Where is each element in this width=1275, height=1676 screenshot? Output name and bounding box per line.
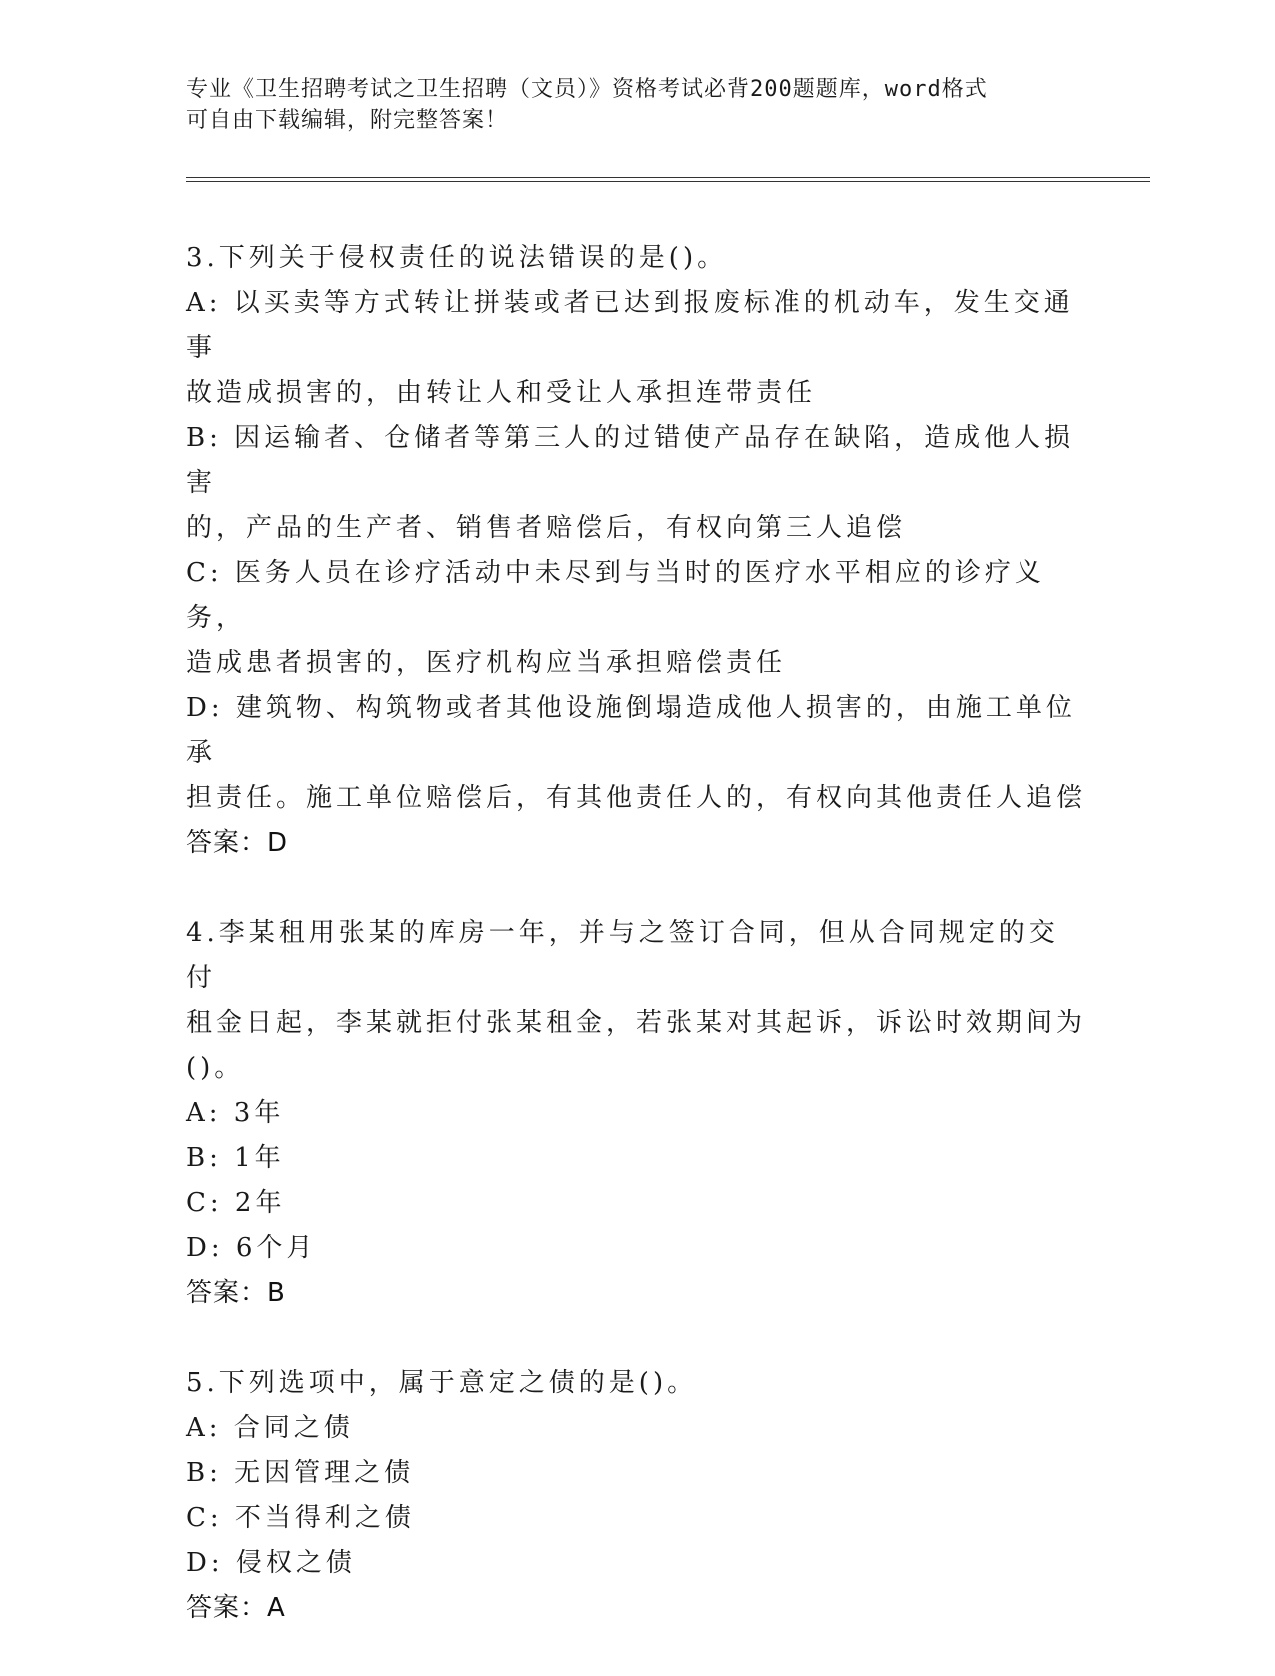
option-d: D: 6个月 xyxy=(186,1233,317,1263)
header-title-line-1: 专业《卫生招聘考试之卫生招聘（文员）》资格考试必背200题题库，word格式 xyxy=(186,77,988,102)
question-stem: 3.下列关于侵权责任的说法错误的是()。 xyxy=(186,243,728,273)
option-text: A: 以买卖等方式转让拼装或者已达到报废标准的机动车，发生交通事 xyxy=(186,288,1074,363)
question-stem: ()。 xyxy=(186,1053,245,1083)
option-text: C: 医务人员在诊疗活动中未尽到与当时的医疗水平相应的诊疗义务， xyxy=(186,558,1045,633)
document-header xyxy=(186,74,1086,136)
option-text: 的，产品的生产者、销售者赔偿后，有权向第三人追偿 xyxy=(186,513,907,543)
option-text: 担责任。施工单位赔偿后，有其他责任人的，有权向其他责任人追偿 xyxy=(186,783,1087,813)
option-c: C: 不当得利之债 xyxy=(186,1503,415,1533)
option-text: D: 建筑物、构筑物或者其他设施倒塌造成他人损害的，由施工单位承 xyxy=(186,693,1076,768)
answer-label: 答案：B xyxy=(186,1278,286,1308)
option-a: A: 合同之债 xyxy=(186,1413,354,1443)
question-stem: 5.下列选项中，属于意定之债的是()。 xyxy=(186,1368,698,1398)
header-title-line-2: 可自由下载编辑，附完整答案！ xyxy=(186,108,509,133)
question-stem: 租金日起，李某就拒付张某租金，若张某对其起诉，诉讼时效期间为 xyxy=(186,1008,1087,1038)
option-b: B: 无因管理之债 xyxy=(186,1458,415,1488)
option-text: B: 因运输者、仓储者等第三人的过错使产品存在缺陷，造成他人损害 xyxy=(186,423,1075,498)
option-c: C: 2年 xyxy=(186,1188,286,1218)
question-5 xyxy=(186,1361,1086,1631)
option-d: D: 侵权之债 xyxy=(186,1548,356,1578)
question-4 xyxy=(186,911,1086,1316)
option-text: 故造成损害的，由转让人和受让人承担连带责任 xyxy=(186,378,817,408)
option-b: B: 1年 xyxy=(186,1143,285,1173)
option-text: 造成患者损害的，医疗机构应当承担赔偿责任 xyxy=(186,648,787,678)
answer-label: 答案：A xyxy=(186,1593,286,1623)
answer-label: 答案：D xyxy=(186,828,289,858)
header-divider xyxy=(186,177,1150,182)
question-3 xyxy=(186,236,1086,866)
question-stem: 4.李某租用张某的库房一年，并与之签订合同，但从合同规定的交付 xyxy=(186,918,1059,993)
question-list xyxy=(186,236,1086,1676)
option-a: A: 3年 xyxy=(186,1098,285,1128)
